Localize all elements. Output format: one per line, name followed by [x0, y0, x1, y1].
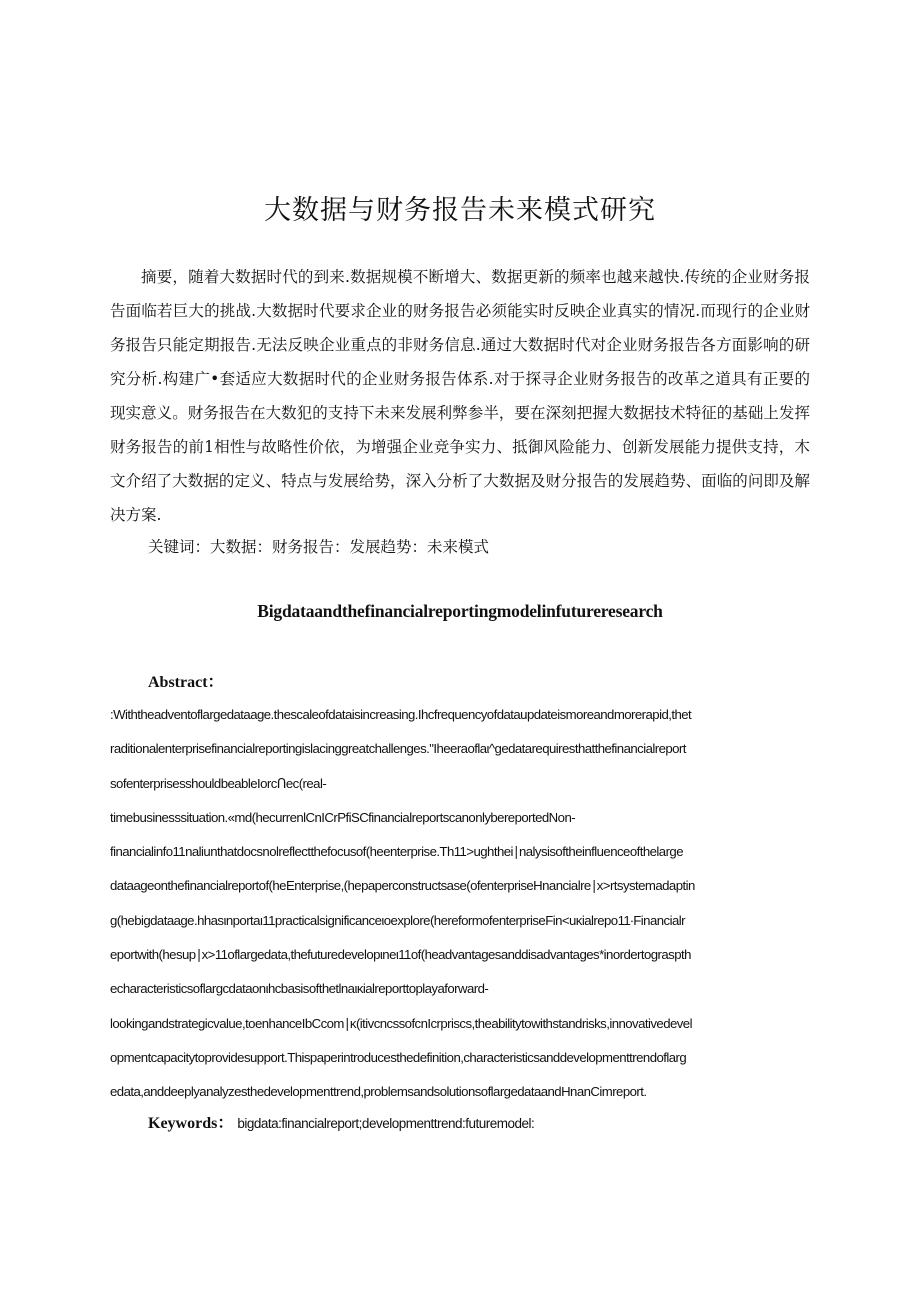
paper-title-en: Bigdataandthefinancialreportingmodelinfutureresearch: [257, 601, 663, 621]
keywords-en: [148, 1111, 534, 1137]
abstract-en-line: sofenterprisesshouldbeableIorcՈec(real-: [110, 775, 327, 791]
abstract-en: [110, 698, 810, 1110]
abstract-heading-en: Abstract：: [148, 674, 224, 691]
abstract-en-line: raditionalenterprisefinancialreportingislacinggreatchallenges."Iheeraoflaι^gedatarequiresthatthefinancialreport: [110, 741, 686, 757]
abstract-en-line: :Withtheadventoflargedataage.thescaleofdataisincreasing.Ihcfrequencyofdataupdateismoreandmorerapid,thet: [110, 707, 692, 722]
abstract-en-line: lookingandstrategicvalue,toenhanceIbCcom∣κ(itivcncssofcnIcrpriscs,theabilitytowithstandrisks,innovativedevel: [110, 1015, 692, 1031]
abstract-en-line: echaracteristicsoflargcdataonιhcbasisofthetlnaικialreporttoplayaforward-: [110, 981, 489, 997]
keywords-text-en: bigdata:financialreport;developmenttrend:futuremodel:: [237, 1116, 535, 1131]
abstract-en-line: g(hebigdataage.hhasιnportaι11practicalsignificanceιoexplore(hereformofenterpriseFin<uκialrepo11∙Financialr: [110, 912, 685, 928]
keywords-cn: 关键词：大数据：财务报告：发展趋势：未来模式: [148, 538, 490, 556]
paper-title-cn: 大数据与财务报告未来模式研究: [264, 195, 656, 226]
abstract-en-line: edata,anddeeplyanalyzesthedevelopmenttrend,problemsandsolutionsoflargedataandHnanCimreport.: [110, 1084, 647, 1100]
abstract-en-line: eportwith(hesup∣x>11oflargedata,thefuturedevelopιneι11of(headvantagesanddisadvantages*inordertograspth: [110, 947, 691, 963]
abstract-en-line: dataageonthefinancialreportof(heEnterprise,(hepaperconstructsase(ofenterpriseHnancialre∣x>rtsystemadaptin: [110, 878, 695, 894]
abstract-en-line: financialinfo11naliunthatdocsnolreflectthefocusof(heenterprise.Th11>ughthei∣nalysisoftheinfluenceofthelarge: [110, 844, 683, 860]
abstract-cn: 摘要，随着大数据时代的到来.数据规模不断增大、数据更新的频率也越来越快.传统的企业财务报告面临若巨大的挑战.大数据时代要求企业的财务报告必须能实时反映企业真实的情况.而现行的企业财务报告只能定期报告.无法反映企业重点的非财务信息.通过大数据时代对企业财务报告各方面影响的研究分析.构建广•套适应大数据时代的企业财务报告体系.对于探寻企业财务报告的改革之道具有正要的现实意义。财务报告在大数犯的支持下未来发展利弊参半，要在深刻把握大数据技术特征的基础上发挥财务报告的前1相性与故略性价依，为增强企业竞争实力、抵御风险能力、创新发展能力提供支持，木文介绍了大数据的定义、特点与发展给势，深入分析了大数据及财分报告的发展趋势、面临的问即及解决方案.: [110, 268, 810, 524]
keywords-label-en: Keywords：: [148, 1115, 234, 1132]
abstract-en-line: opmentcapacitytoprovidesupport.Thispaperintroducesthedefinition,characteristicsanddevelopmenttrendoflarg: [110, 1049, 687, 1065]
abstract-en-line: timebusinesssituation.«md(hecurrenlCnICrPfiSCfinancialreportscanonlybereportedNon-: [110, 809, 576, 825]
